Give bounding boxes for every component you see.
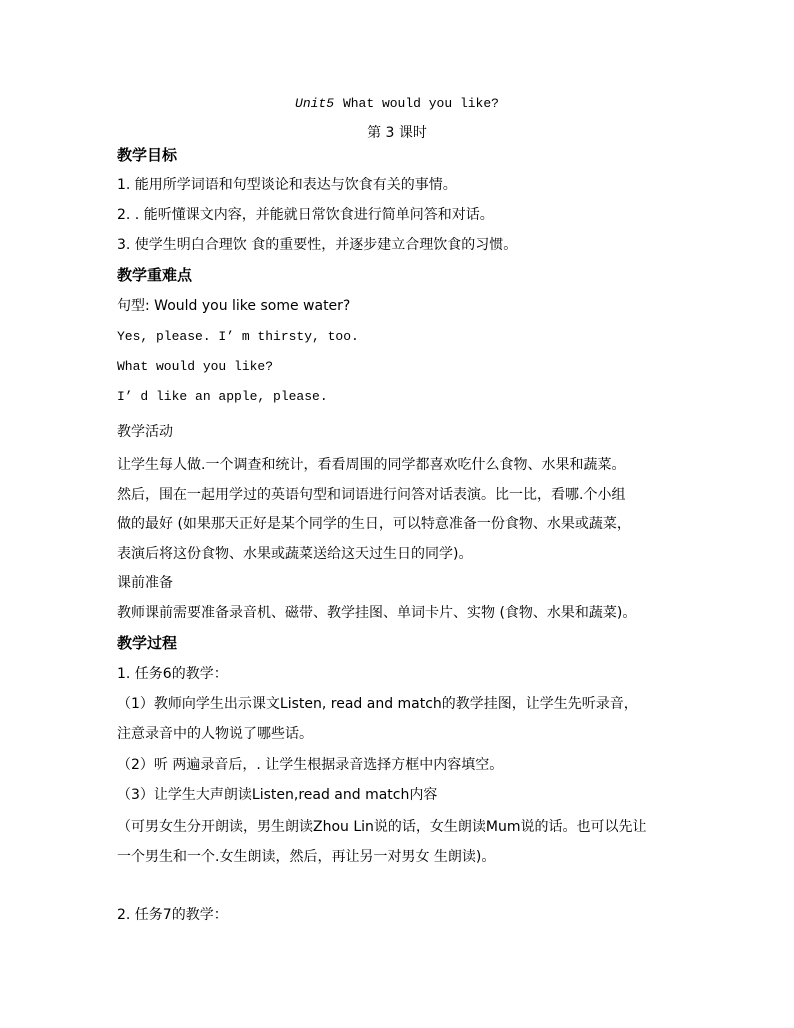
key-point-line: Yes, please. I’ m thirsty, too.	[117, 329, 359, 344]
process-line: （2）听 两遍录音后，. 让学生根据录音选择方框中内容填空。	[117, 757, 504, 773]
key-point-text: 句型: Would you like some water?	[117, 298, 351, 314]
process-line: （1）教师向学生出示课文Listen, read and match的教学挂图，让学生先听录音，	[117, 696, 638, 712]
lesson-title: What would you like?	[342, 96, 499, 111]
unit-title	[0, 94, 794, 113]
objective-item: 2. . 能听懂课文内容，并能就日常饮食进行简单问答和对话。	[117, 207, 494, 223]
process-line: 2. 任务7的教学：	[117, 907, 228, 923]
process-line: 注意录音中的人物说了哪些话。	[117, 726, 313, 742]
process-heading: 教学过程	[117, 634, 178, 652]
objectives-heading: 教学目标	[117, 146, 178, 164]
preparation-heading: 课前准备	[117, 575, 173, 591]
activity-line: 然后，围在一起用学过的英语句型和词语进行问答对话表演。比一比，看哪.个小组	[117, 487, 626, 503]
objective-item: 3. 使学生明白合理饮 食的重要性，并逐步建立合理饮食的习惯。	[117, 237, 518, 253]
process-line: （可男女生分开朗读，男生朗读Zhou Lin说的话，女生朗读Mum说的话。也可以先让	[117, 819, 647, 835]
key-points-heading: 教学重难点	[117, 266, 193, 284]
key-point-line: I’ d like an apple, please.	[117, 389, 328, 404]
process-line: 1. 任务6的教学：	[117, 666, 228, 682]
activity-line: 让学生每人做.一个调查和统计，看看周围的同学都喜欢吃什么食物、水果和蔬菜。	[117, 457, 626, 473]
process-line: 一个男生和一个.女生朗读，然后，再让另一对男女 生朗读)。	[117, 849, 496, 865]
activities-heading: 教学活动	[117, 424, 173, 440]
process-line: （3）让学生大声朗读Listen,read and match内容	[117, 787, 438, 803]
activity-line: 表演后将这份食物、水果或蔬菜送给这天过生日的同学)。	[117, 546, 473, 562]
objective-item: 1. 能用所学词语和句型谈论和表达与饮食有关的事情。	[117, 177, 457, 193]
key-point-line	[117, 297, 350, 315]
key-point-line: What would you like?	[117, 359, 274, 374]
lesson-number: 第 3 课时	[367, 125, 427, 141]
unit-label: Unit5	[295, 96, 335, 111]
preparation-line: 教师课前需要准备录音机、磁带、教学挂图、单词卡片、实物 (食物、水果和蔬菜)。	[117, 605, 637, 621]
activity-line: 做的最好 (如果那天正好是某个同学的生日，可以特意准备一份食物、水果或蔬菜，	[117, 516, 631, 532]
